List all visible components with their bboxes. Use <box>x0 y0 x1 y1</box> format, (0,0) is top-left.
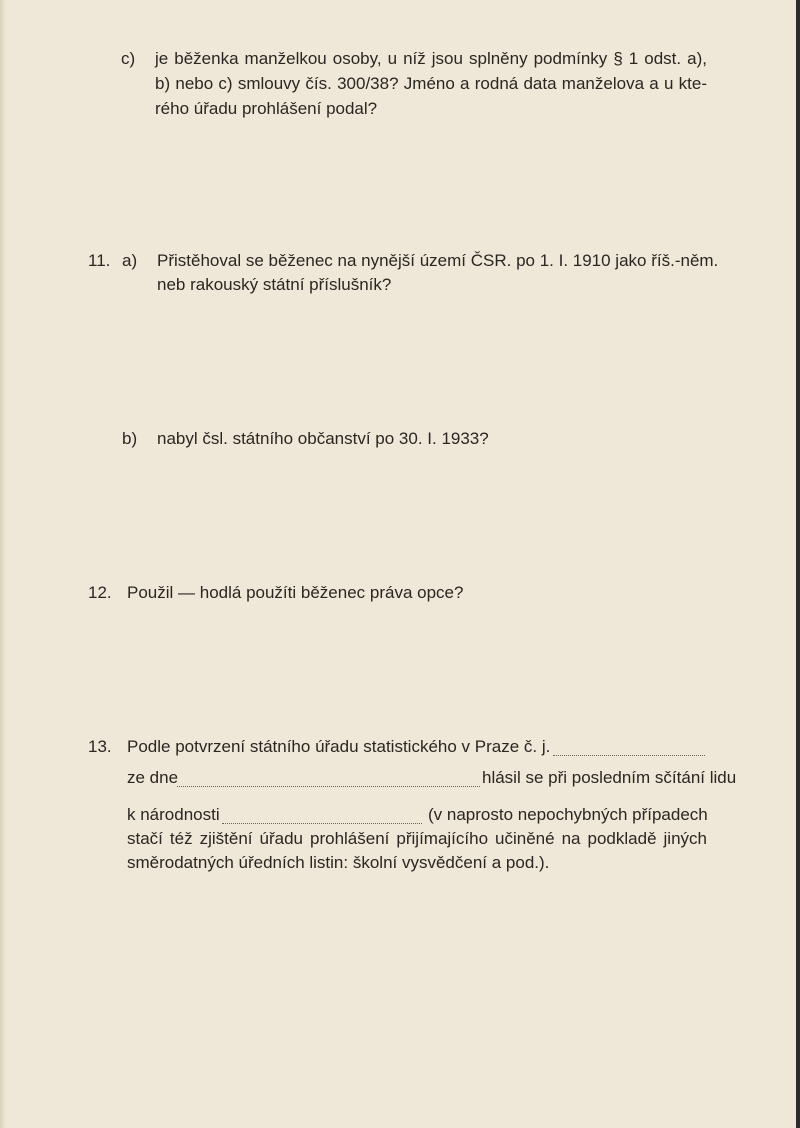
question-13-number: 13. <box>88 737 112 756</box>
question-13-line-4: stačí též zjištění úřadu prohlášení přijímajícího učiněné na podkladě jiných <box>127 829 707 848</box>
question-11a-line-1: Přistěhoval se běženec na nynější území ČSR. po 1. I. 1910 jako říš.-něm. <box>157 251 719 270</box>
question-10c-line-1: je běženka manželkou osoby, u níž jsou splněny podmínky § 1 odst. a), <box>155 49 707 68</box>
reference-number-blank[interactable] <box>553 755 705 756</box>
question-13-line-1: Podle potvrzení státního úřadu statistického v Praze č. j. <box>127 737 551 756</box>
question-13-line-3-suffix: (v naprosto nepochybných případech <box>428 805 708 824</box>
question-10c-line-3: rého úřadu prohlášení podal? <box>155 99 378 118</box>
page-edge-right <box>796 0 800 1128</box>
question-11a-line-2: neb rakouský státní příslušník? <box>157 275 392 294</box>
page-edge-left <box>0 0 6 1128</box>
question-13-line-2-suffix: hlásil se při posledním sčítání lidu <box>482 768 737 787</box>
question-12-text: Použil — hodlá použíti běženec práva opce? <box>127 583 464 602</box>
question-13-line-5: směrodatných úředních listin: školní vysvědčení a pod.). <box>127 853 550 872</box>
question-11a-label: a) <box>122 251 138 270</box>
question-11b-label: b) <box>122 429 138 448</box>
nationality-blank[interactable] <box>222 823 422 824</box>
question-13-nationality-label: k národnosti <box>127 805 220 824</box>
question-12-number: 12. <box>88 583 112 602</box>
question-10c-label: c) <box>121 49 136 68</box>
question-11-number: 11. <box>88 251 111 270</box>
question-11b-text: nabyl čsl. státního občanství po 30. I. 1933? <box>157 429 489 448</box>
question-10c-line-2: b) nebo c) smlouvy čís. 300/38? Jméno a rodná data manželova a u kte- <box>155 74 707 93</box>
question-13-date-label: ze dne <box>127 768 179 787</box>
date-blank[interactable] <box>177 786 480 787</box>
